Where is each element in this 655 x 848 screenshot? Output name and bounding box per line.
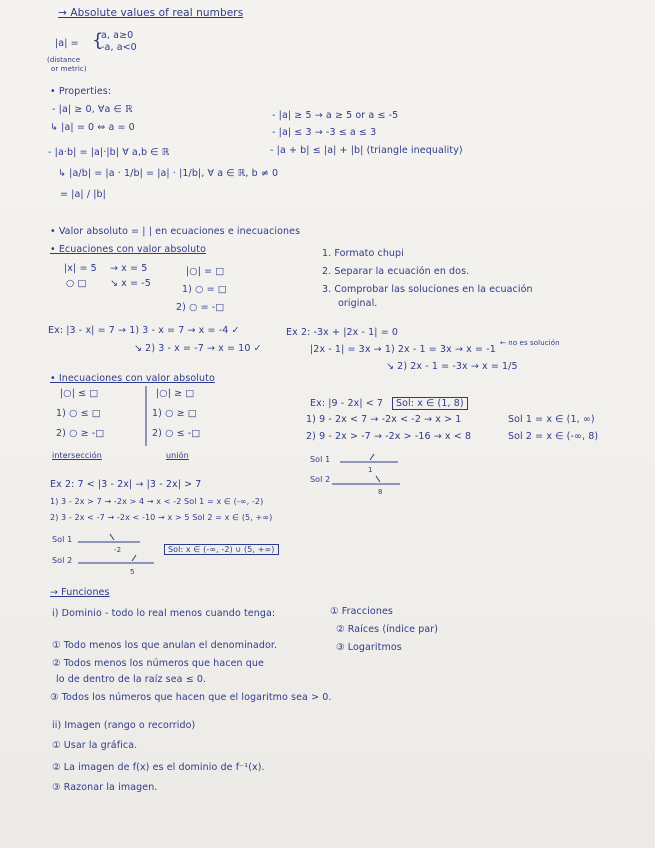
eq-step-3-cont: original.: [338, 298, 378, 309]
example-4-tick-2: [132, 555, 136, 561]
example-4-tick-1: [110, 534, 114, 540]
domain-rule-3: ③ Todos los números que hacen que el logaritmo sea > 0.: [50, 692, 332, 703]
image-method-2: ② La imagen de f(x) es el dominio de f⁻¹(x).: [52, 762, 265, 773]
ineq-union-label: unión: [166, 451, 189, 460]
example-3-sol-1: Sol 1 = x ∈ (1, ∞): [508, 414, 595, 425]
ineq-right-main: |○| ≥ □: [156, 388, 195, 399]
example-2-line-1: Ex 2: -3x + |2x - 1| = 0: [286, 327, 399, 338]
example-3-graph-mark-2: 8: [378, 488, 383, 496]
example-2-line-2: |2x - 1| = 3x → 1) 2x - 1 = 3x → x = -1: [310, 344, 496, 355]
eq-step-3: 3. Comprobar las soluciones en la ecuación: [322, 284, 533, 295]
example-4-solution: Sol: x ∈ (-∞, -2) ∪ (5, +∞): [164, 544, 279, 555]
example-3-graph-label-1: Sol 1: [310, 455, 331, 464]
eq-step-2: 2. Separar la ecuación en dos.: [322, 266, 470, 277]
property-5: - |a| ≥ 5 → a ≥ 5 or a ≤ -5: [272, 110, 399, 121]
ineq-left-main: |○| ≤ □: [60, 388, 99, 399]
example-1-line-2: ↘ 2) 3 - x = -7 → x = 10 ✓: [134, 343, 262, 354]
abs-def-lhs: |a| =: [55, 38, 79, 49]
property-3: - |a·b| = |a|·|b| ∀ a,b ∈ ℝ: [48, 147, 170, 158]
example-1-line-1: Ex: |3 - x| = 7 → 1) 3 - x = 7 → x = -4 ✓: [48, 325, 240, 336]
example-3-line-2: 1) 9 - 2x < 7 → -2x < -2 → x > 1: [306, 414, 462, 425]
ineq-right-1: 1) ○ ≥ □: [152, 408, 197, 419]
example-4-graph-mark-1: -2: [114, 546, 122, 554]
example-3-line-1: Ex: |9 - 2x| < 7: [310, 398, 384, 409]
domain-case-1: ① Fracciones: [330, 606, 393, 617]
eq-rule-main: |○| = □: [186, 266, 225, 277]
example-4-graph-label-1: Sol 1: [52, 535, 73, 544]
abs-def-case1: a, a≥0: [101, 30, 134, 41]
property-2: ↳ |a| = 0 ⇔ a = 0: [50, 122, 135, 133]
example-2-line-3: ↘ 2) 2x - 1 = -3x → x = 1/5: [386, 361, 518, 372]
example-3-tick-2: [376, 476, 380, 482]
eq-example: |x| = 5: [64, 263, 97, 274]
domain-rule-2: ② Todos menos los números que hacen que: [52, 658, 264, 669]
example-4-graph-mark-2: 5: [130, 568, 135, 576]
ineq-left-2: 2) ○ ≥ -□: [56, 428, 105, 439]
ineq-intersection-label: intersección: [52, 451, 102, 460]
domain-rule-1: ① Todo menos los que anulan el denominador.: [52, 640, 278, 651]
property-4: ↳ |a/b| = |a · 1/b| = |a| · |1/b|, ∀ a ∈ ℝ, b ≠ 0: [58, 168, 279, 179]
ineq-right-2: 2) ○ ≤ -□: [152, 428, 201, 439]
brace: {: [92, 30, 104, 51]
domain-case-2: ② Raíces (índice par): [336, 624, 439, 635]
example-3-graph-label-2: Sol 2: [310, 475, 331, 484]
properties-title: • Properties:: [50, 86, 112, 97]
eq-rule-1: 1) ○ = □: [182, 284, 227, 295]
example-3-line-3: 2) 9 - 2x > -7 → -2x > -16 → x < 8: [306, 431, 472, 442]
domain-case-3: ③ Logaritmos: [336, 642, 402, 653]
eq-step-1: 1. Formato chupi: [322, 248, 404, 259]
property-6: - |a| ≤ 3 → -3 ≤ a ≤ 3: [272, 127, 377, 138]
inequalities-title: • Inecuaciones con valor absoluto: [50, 373, 215, 384]
section-abs-equations: • Valor absoluto = | | en ecuaciones e inecuaciones: [50, 226, 301, 237]
example-4-graph-label-2: Sol 2: [52, 556, 73, 565]
eq-example-branch-b: ↘ x = -5: [110, 278, 151, 289]
domain-line: i) Dominio - todo lo real menos cuando tenga:: [52, 608, 276, 619]
abs-def-note2: or metric): [51, 65, 87, 73]
shape-symbols: ○ □: [66, 278, 87, 289]
example-4-line-2: 1) 3 - 2x > 7 → -2x > 4 → x < -2 Sol 1 = x ∈ (-∞, -2): [50, 497, 264, 506]
example-3-sol-2: Sol 2 = x ∈ (-∞, 8): [508, 431, 599, 442]
image-method-1: ① Usar la gráfica.: [52, 740, 138, 751]
eq-rule-2: 2) ○ = -□: [176, 302, 225, 313]
example-2-note: ← no es solución: [500, 339, 560, 347]
abs-def-note1: (distance: [47, 56, 81, 64]
image-line: ii) Imagen (rango o recorrido): [52, 720, 196, 731]
eq-example-branch-a: → x = 5: [110, 263, 148, 274]
equations-title: • Ecuaciones con valor absoluto: [50, 244, 207, 255]
property-4-result: = |a| / |b|: [60, 189, 106, 200]
example-4-line-3: 2) 3 - 2x < -7 → -2x < -10 → x > 5 Sol 2 = x ∈ (5, +∞): [50, 513, 273, 522]
example-3-tick-1: [370, 454, 374, 460]
example-4-line-1: Ex 2: 7 < |3 - 2x| → |3 - 2x| > 7: [50, 479, 202, 490]
domain-rule-2-cont: lo de dentro de la raíz sea ≤ 0.: [56, 674, 207, 685]
example-3-solution: Sol: x ∈ (1, 8): [392, 397, 468, 410]
example-3-graph-mark-1: 1: [368, 466, 373, 474]
property-1: - |a| ≥ 0, ∀a ∈ ℝ: [52, 104, 133, 115]
page-heading: → Absolute values of real numbers: [58, 7, 244, 19]
abs-def-case2: -a, a<0: [101, 42, 137, 53]
ineq-left-1: 1) ○ ≤ □: [56, 408, 101, 419]
image-method-3: ③ Razonar la imagen.: [52, 782, 158, 793]
property-7: - |a + b| ≤ |a| + |b| (triangle inequality): [270, 145, 463, 156]
functions-title: → Funciones: [50, 587, 110, 598]
